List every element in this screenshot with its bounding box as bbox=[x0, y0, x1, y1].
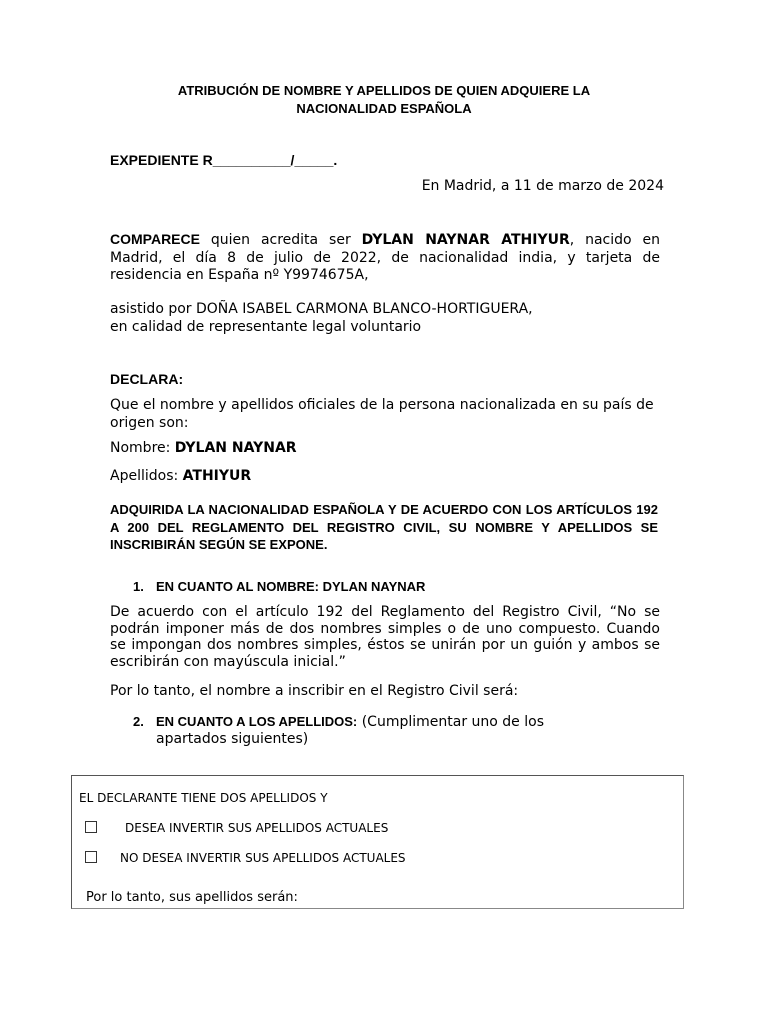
comparece-lead: COMPARECE bbox=[110, 231, 200, 247]
declara-heading: DECLARA: bbox=[110, 371, 184, 387]
apellidos-label: Apellidos: bbox=[110, 468, 183, 484]
comparece-paragraph bbox=[110, 231, 660, 285]
item-2-instruction: (Cumplimentar uno de los apartados siguientes) bbox=[156, 714, 544, 747]
item-2 bbox=[133, 714, 593, 747]
asistido-line-1: asistido por DOÑA ISABEL CARMONA BLANCO-HORTIGUERA, bbox=[110, 301, 533, 317]
declara-intro: Que el nombre y apellidos oficiales de la persona nacionalizada en su país de origen son: bbox=[110, 397, 654, 431]
place-date: En Madrid, a 11 de marzo de 2024 bbox=[421, 178, 664, 194]
apellidos-options-box bbox=[71, 775, 684, 909]
invertir-option-label: DESEA INVERTIR SUS APELLIDOS ACTUALES bbox=[125, 821, 389, 835]
document-title bbox=[110, 82, 658, 118]
box-footer: Por lo tanto, sus apellidos serán: bbox=[86, 890, 298, 905]
comparece-text-2: , nacido en Madrid, el día 8 de julio de 2022, de nacionalidad india, y tarjeta de residencia en España nº Y9974675A, bbox=[110, 232, 660, 283]
nombre-label: Nombre: bbox=[110, 440, 175, 456]
apellidos-value: ATHIYUR bbox=[182, 468, 252, 484]
no-invertir-option-label: NO DESEA INVERTIR SUS APELLIDOS ACTUALES bbox=[120, 851, 406, 865]
no-invertir-checkbox[interactable] bbox=[85, 851, 97, 863]
title-line-2: NACIONALIDAD ESPAÑOLA bbox=[296, 101, 472, 116]
nombre-value: DYLAN NAYNAR bbox=[174, 440, 297, 456]
asistido-paragraph bbox=[110, 301, 660, 336]
item-1-title: EN CUANTO AL NOMBRE: DYLAN NAYNAR bbox=[156, 579, 426, 594]
item-2-text bbox=[156, 714, 576, 747]
item-1-number: 1. bbox=[133, 579, 144, 594]
asistido-line-2: en calidad de representante legal voluntario bbox=[110, 318, 422, 335]
comparece-text-1: quien acredita ser bbox=[199, 232, 362, 248]
adquirida-paragraph: ADQUIRIDA LA NACIONALIDAD ESPAÑOLA Y DE ACUERDO CON LOS ARTÍCULOS 192 A 200 DEL REGLAMENTO DEL REGISTRO CIVIL, SU NOMBRE Y APELLIDOS SE INSCRIBIRÁN SEGÚN SE EXPONE. bbox=[110, 502, 658, 552]
item-2-title: EN CUANTO A LOS APELLIDOS: bbox=[156, 714, 358, 729]
title-line-1: ATRIBUCIÓN DE NOMBRE Y APELLIDOS DE QUIEN ADQUIERE LA bbox=[177, 83, 591, 98]
item-2-number: 2. bbox=[133, 714, 144, 729]
item-1-heading bbox=[133, 579, 426, 594]
box-heading: EL DECLARANTE TIENE DOS APELLIDOS Y bbox=[79, 791, 328, 805]
comparece-name: DYLAN NAYNAR ATHIYUR bbox=[361, 232, 570, 248]
expediente-number: EXPEDIENTE R__________/_____. bbox=[110, 152, 338, 168]
invertir-checkbox[interactable] bbox=[85, 821, 97, 833]
nombre-line bbox=[110, 440, 660, 458]
item-1-conclusion: Por lo tanto, el nombre a inscribir en el Registro Civil será: bbox=[110, 683, 519, 699]
apellidos-line bbox=[110, 468, 660, 486]
item-1-text: De acuerdo con el artículo 192 del Reglamento del Registro Civil, “No se podrán imponer más de dos nombres simples o de uno compuesto. Cuando se impongan dos nombres simples, éstos se unirán por un guión y ambos se escribirán con mayúscula inicial.” bbox=[110, 604, 660, 670]
